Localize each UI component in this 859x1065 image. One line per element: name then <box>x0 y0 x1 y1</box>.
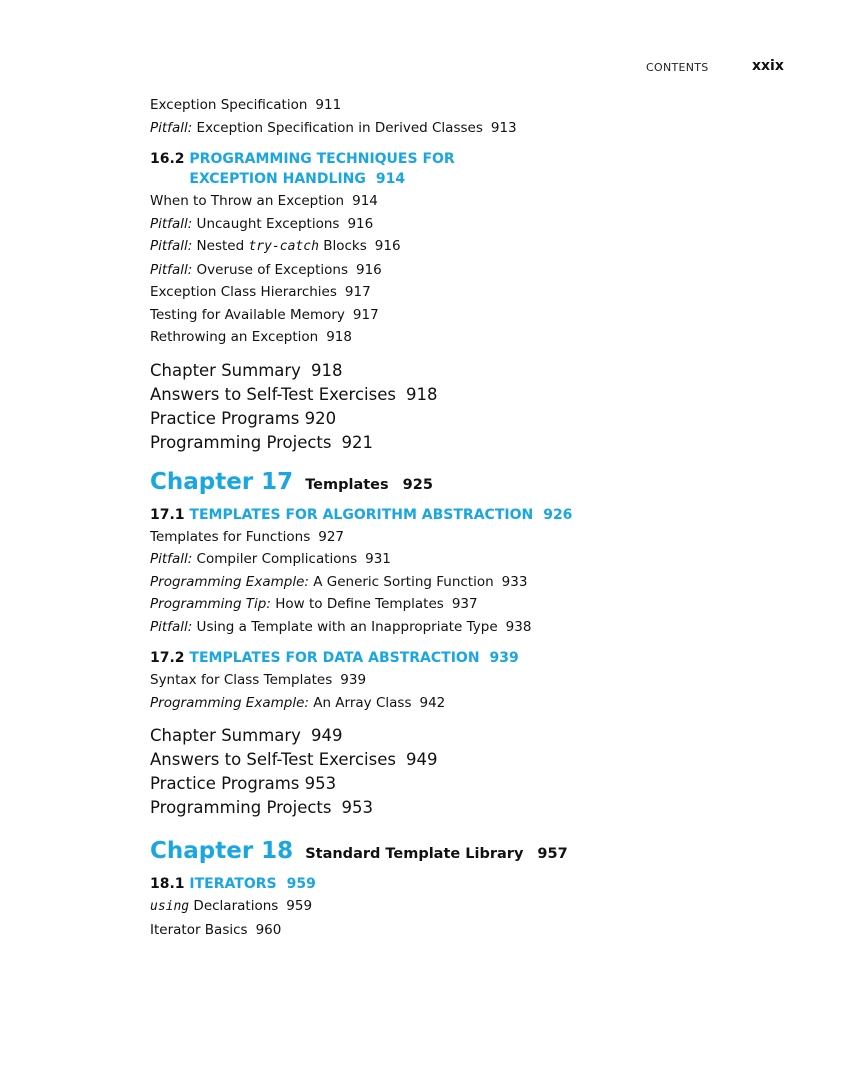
summary-label: Programming Projects <box>150 432 332 452</box>
toc-entry-prefix: Programming Example: <box>150 694 309 711</box>
summary-label: Practice Programs 953 <box>150 774 337 793</box>
toc-entry <box>150 593 810 616</box>
toc-entry-text: Blocks <box>318 238 367 254</box>
toc-entry-text: Templates for Functions <box>150 528 311 545</box>
toc-entry <box>150 190 810 213</box>
summary-page: 918 <box>310 360 343 380</box>
toc-entry-page: 939 <box>340 672 367 688</box>
toc-entry-text: Compiler Complications <box>192 551 358 567</box>
toc-entry <box>150 213 810 236</box>
chapter-heading-18 <box>150 838 810 864</box>
toc-entry-page: 916 <box>374 238 401 254</box>
toc-entry-text: Overuse of Exceptions <box>192 261 348 278</box>
chapter-summary-block <box>150 359 810 455</box>
section-heading-17-1 <box>150 505 810 525</box>
toc-entry-page: 913 <box>490 119 517 136</box>
toc-entry-prefix: Pitfall: <box>150 215 193 232</box>
toc-entry-text: An Array Class <box>308 694 412 711</box>
toc-entry-prefix: Pitfall: <box>150 261 193 278</box>
section-number: 16.2 <box>150 151 185 167</box>
section-title-line: PROGRAMMING TECHNIQUES FOR <box>189 151 455 167</box>
toc-entry <box>150 669 810 692</box>
toc-entry-text: How to Define Templates <box>270 596 444 612</box>
page-number: xxix <box>752 58 784 74</box>
section-heading-18-1 <box>150 874 810 894</box>
toc-entry <box>150 895 810 919</box>
summary-entry <box>150 407 810 431</box>
summary-page: 918 <box>405 384 438 404</box>
toc-page <box>150 94 810 941</box>
toc-entry-text: Nested <box>192 238 249 254</box>
toc-entry-text: Using a Template with an Inappropriate Type <box>192 618 498 635</box>
summary-label: Programming Projects <box>150 798 332 817</box>
toc-entry-text: Exception Specification <box>150 97 308 113</box>
section-title: TEMPLATES FOR DATA ABSTRACTION <box>189 650 480 666</box>
toc-entry <box>150 571 810 594</box>
section-number: 17.1 <box>150 506 185 523</box>
section-page: 914 <box>375 171 406 187</box>
chapter-title: Templates <box>305 476 389 493</box>
summary-entry <box>150 431 810 455</box>
toc-entry-text: Declarations <box>189 898 279 914</box>
summary-label: Chapter Summary <box>150 360 301 380</box>
toc-entry <box>150 94 810 117</box>
summary-label: Practice Programs 920 <box>150 408 337 428</box>
toc-entry <box>150 235 810 259</box>
toc-entry-code: using <box>150 899 190 914</box>
toc-entry <box>150 281 810 304</box>
summary-label: Answers to Self-Test Exercises <box>150 384 396 404</box>
toc-entry-text: When to Throw an Exception <box>150 193 345 209</box>
toc-entry-text: Syntax for Class Templates <box>150 672 333 688</box>
toc-entry <box>150 548 810 571</box>
summary-entry <box>150 748 810 772</box>
chapter-summary-block <box>150 724 810 820</box>
toc-entry-page: 960 <box>255 921 282 938</box>
toc-entry <box>150 326 810 349</box>
summary-page: 921 <box>341 432 373 452</box>
summary-page: 953 <box>341 798 373 817</box>
toc-entry-page: 938 <box>505 618 532 635</box>
toc-entry-page: 911 <box>315 97 342 113</box>
chapter-heading-17 <box>150 469 810 495</box>
section-page: 939 <box>489 650 519 666</box>
toc-entry-page: 959 <box>286 898 313 914</box>
summary-entry <box>150 724 810 748</box>
toc-entry-text: Iterator Basics <box>150 921 248 938</box>
toc-entry-page: 916 <box>356 261 382 278</box>
section-title <box>189 149 454 189</box>
toc-entry-page: 937 <box>451 596 478 612</box>
section-heading-16-2 <box>150 149 810 189</box>
toc-entry-code: try-catch <box>248 239 319 254</box>
summary-label: Chapter Summary <box>150 726 301 745</box>
toc-entry-text: Uncaught Exceptions <box>192 215 340 232</box>
toc-entry-page: 918 <box>326 329 352 345</box>
toc-entry-text: Testing for Available Memory <box>150 306 345 323</box>
toc-entry-prefix: Pitfall: <box>150 618 193 635</box>
chapter-title: Standard Template Library <box>305 846 524 862</box>
section-heading-17-2 <box>150 648 810 668</box>
running-head-title: CONTENTS <box>646 61 709 74</box>
section-page: 959 <box>286 876 316 892</box>
toc-entry <box>150 117 810 140</box>
summary-label: Answers to Self-Test Exercises <box>150 750 396 769</box>
toc-entry-prefix: Programming Example: <box>150 573 309 590</box>
toc-entry-text: Exception Class Hierarchies <box>150 284 337 300</box>
toc-entry-page: 914 <box>352 193 378 209</box>
toc-entry-prefix: Programming Tip: <box>150 596 271 612</box>
summary-page: 949 <box>310 726 343 745</box>
running-header <box>0 58 859 78</box>
toc-entry-text: Rethrowing an Exception <box>150 329 319 345</box>
toc-entry-page: 927 <box>318 528 345 545</box>
chapter-label: Chapter 17 <box>150 468 294 495</box>
toc-entry <box>150 692 810 715</box>
toc-entry-prefix: Pitfall: <box>150 119 193 136</box>
toc-entry <box>150 919 810 942</box>
section-number: 17.2 <box>150 650 185 666</box>
section-page: 926 <box>543 506 573 523</box>
toc-entry-text: A Generic Sorting Function <box>308 573 494 590</box>
toc-entry <box>150 616 810 639</box>
toc-entry <box>150 526 810 549</box>
chapter-page: 925 <box>402 476 433 493</box>
toc-entry-page: 917 <box>352 306 379 323</box>
section-number: 18.1 <box>150 876 185 892</box>
summary-entry <box>150 772 810 796</box>
toc-entry-prefix: Pitfall: <box>150 238 193 254</box>
toc-entry-page: 942 <box>419 694 446 711</box>
section-title: TEMPLATES FOR ALGORITHM ABSTRACTION <box>189 506 534 523</box>
summary-entry <box>150 359 810 383</box>
chapter-page: 957 <box>537 846 568 862</box>
toc-entry-page: 917 <box>344 284 371 300</box>
summary-entry <box>150 383 810 407</box>
toc-entry <box>150 259 810 282</box>
summary-entry <box>150 796 810 820</box>
section-title-line: EXCEPTION HANDLING <box>189 171 366 187</box>
toc-entry-prefix: Pitfall: <box>150 551 193 567</box>
chapter-label: Chapter 18 <box>150 838 294 864</box>
section-title: ITERATORS <box>189 876 277 892</box>
toc-entry-text: Exception Specification in Derived Classes <box>192 119 483 136</box>
toc-entry-page: 931 <box>365 551 391 567</box>
summary-page: 949 <box>405 750 438 769</box>
toc-entry <box>150 304 810 327</box>
toc-entry-page: 916 <box>347 215 374 232</box>
toc-entry-page: 933 <box>501 573 528 590</box>
